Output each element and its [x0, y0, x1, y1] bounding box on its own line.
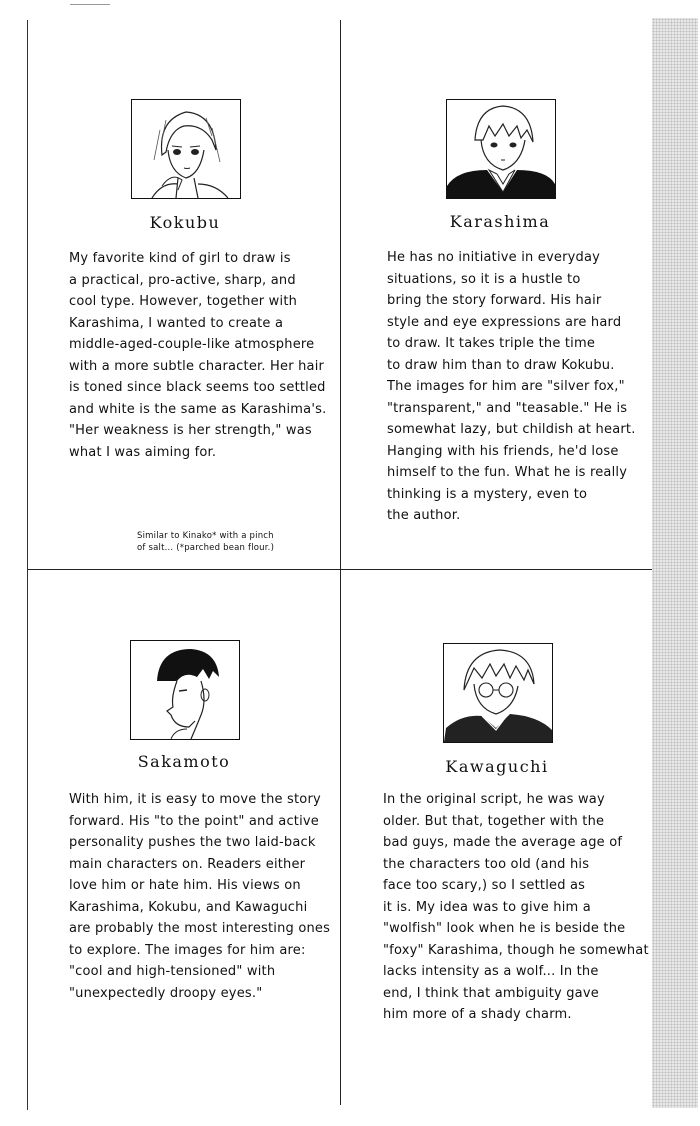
sakamoto-portrait — [130, 640, 240, 740]
kawaguchi-bio: In the original script, he was way older. But that, together with the bad guys, made the average age of the characters too old (and his face too scary,) so I settled as it is. My idea was to give him a "wolfish" look when he is beside the "foxy" Karashima, though he somewhat lacks intensity as a wolf... In the end, I think that ambiguity gave him more of a shady charm. — [383, 792, 649, 1022]
sakamoto-name: Sakamoto — [137, 752, 231, 771]
kawaguchi-name: Kawaguchi — [445, 757, 549, 776]
top-edge-mark — [70, 4, 110, 5]
kawaguchi-portrait — [443, 643, 553, 743]
kokubu-note: Similar to Kinako* with a pinch of salt... (*parched bean flour.) — [137, 531, 275, 553]
karashima-portrait — [446, 99, 556, 199]
profile-portrait-icon — [131, 641, 239, 739]
left-panel-border — [27, 20, 28, 1110]
boy-portrait-icon — [447, 100, 555, 198]
horizontal-panel-divider — [28, 569, 656, 570]
sakamoto-bio: With him, it is easy to move the story forward. His "to the point" and active personality pushes the two laid-back main characters on. Readers either love him or hate him. His views on Karashima, Kokubu, and Kawaguchi are probably the most interesting ones to explore. The images for him are: "cool and high-tensioned" with "unexpectedly droopy eyes." — [69, 792, 331, 1001]
glasses-portrait-icon — [444, 644, 552, 742]
screentone-margin-strip — [652, 18, 698, 1108]
karashima-bio: He has no initiative in everyday situations, so it is a hustle to bring the story forward. His hair style and eye expressions are hard to draw. It takes triple the time to draw him than to draw Kokubu. The images for him are "silver fox," "transparent," and "teasable." He is somewhat lazy, but childish at heart. Hanging with his friends, he'd lose himself to the fun. What he is really thinking is a mystery, even to the author. — [387, 250, 636, 523]
karashima-name: Karashima — [449, 212, 551, 231]
girl-portrait-icon — [132, 100, 240, 198]
vertical-panel-divider — [340, 20, 341, 1105]
kokubu-portrait — [131, 99, 241, 199]
kokubu-bio: My favorite kind of girl to draw is a practical, pro-active, sharp, and cool type. However, together with Karashima, I wanted to create a middle-aged-couple-like atmosphere with a more subtle character. Her hair is toned since black seems too settled and white is the same as Karashima's. "Her weakness is her strength," was what I was aiming for. — [69, 251, 327, 460]
kokubu-name: Kokubu — [149, 213, 221, 232]
